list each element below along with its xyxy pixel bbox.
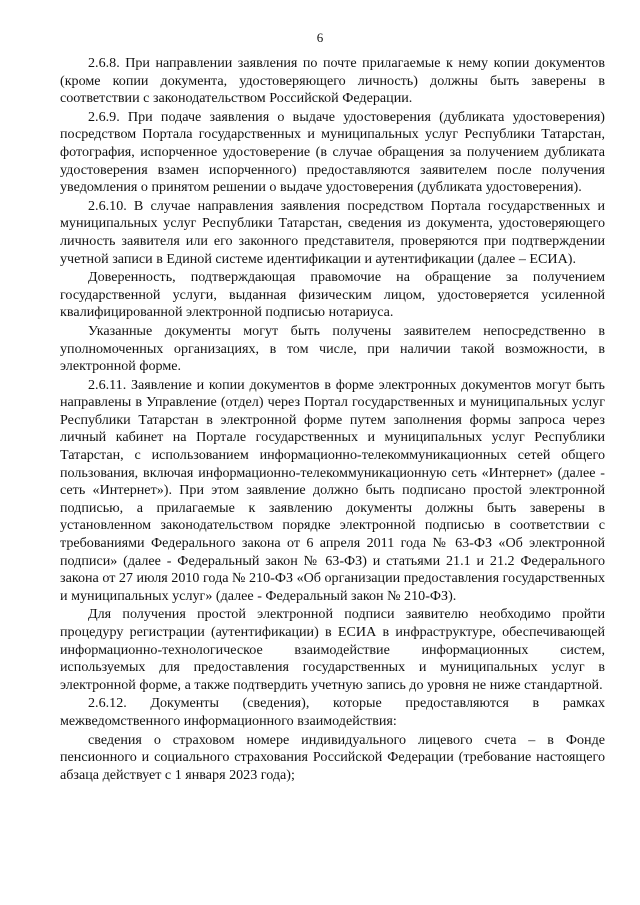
paragraph-2-6-9: 2.6.9. При подаче заявления о выдаче удостоверения (дубликата удостоверения) посредством Портала государственных и муниципальных услуг Республики Татарстан, фотография, испорченное удостоверение (в случае обращения за получением дубликата удостоверения взамен испорченного) предоставляются заявителем после получения уведомления о принятом решении о выдаче удостоверения (дубликата удостоверения). [60, 108, 605, 196]
paragraph-2-6-8: 2.6.8. При направлении заявления по почте прилагаемые к нему копии документов (кроме копии документа, удостоверяющего личность) должны быть заверены в соответствии с законодательством Российской Федерации. [60, 55, 605, 107]
paragraph-documents-obtained: Указанные документы могут быть получены заявителем непосредственно в уполномоченных организациях, в том числе, при наличии такой возможности, в электронной форме. [60, 322, 605, 375]
paragraph-simple-signature: Для получения простой электронной подписи заявителю необходимо пройти процедуру регистрации (аутентификации) в ЕСИА в инфраструктуре, обеспечивающей информационно-технологическое взаимодействие информационных систем, используемых для предоставления государственных и муниципальных услуг в электронной форме, а также подтвердить учетную запись до уровня не ниже стандартной. [60, 606, 605, 693]
paragraph-2-6-12: 2.6.12. Документы (сведения), которые предоставляются в рамках межведомственного информационного взаимодействия: [60, 695, 605, 729]
paragraph-power-of-attorney: Доверенность, подтверждающая правомочие на обращение за получением государственной услуги, выданная физическим лицом, удостоверяется усиленной квалифицированной электронной подписью нотариуса. [60, 269, 605, 321]
paragraph-2-6-11: 2.6.11. Заявление и копии документов в форме электронных документов могут быть направлены в Управление (отдел) через Портал государственных и муниципальных услуг Республики Татарстан в электронной форме путем заполнения формы запроса через личный кабинет на Портале государственных и муниципальных услуг Республики Татарстан, с использованием информационно-телекоммуникационных сетей общего пользования, включая информационно-телекоммуникационную сеть «Интернет» (далее - сеть «Интернет»). При этом заявление должно быть подписано простой электронной подписью, а прилагаемые к заявлению документы должны быть заверены в установленном законодательством порядке электронной подписью в соответствии с требованиями Федерального закона от 6 апреля 2011 года № 63-ФЗ «Об электронной подписи» (далее - Федеральный закон № 63-ФЗ) и статьями 21.1 и 21.2 Федерального закона от 27 июля 2010 года № 210-ФЗ «Об организации предоставления государственных и муниципальных услуг» (далее - Федеральный закон № 210-ФЗ). [60, 376, 605, 604]
paragraph-2-6-10: 2.6.10. В случае направления заявления посредством Портала государственных и муниципальных услуг Республики Татарстан, сведения из документа, удостоверяющего личность заявителя или его законного представителя, проверяются при подтверждении учетной записи в Единой системе идентификации и аутентификации (далее – ЕСИА). [60, 197, 605, 267]
document-body [60, 55, 605, 785]
paragraph-insurance-number: сведения о страховом номере индивидуального лицевого счета – в Фонде пенсионного и социального страхования Российской Федерации (требование настоящего абзаца действует с 1 января 2023 года); [60, 731, 605, 783]
page-number: 6 [316, 30, 324, 45]
